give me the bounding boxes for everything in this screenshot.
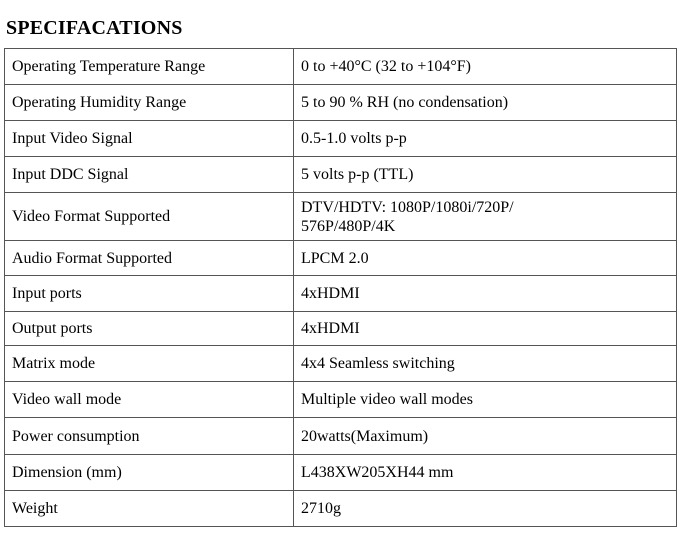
spec-label: Operating Temperature Range [5, 49, 294, 85]
spec-value: L438XW205XH44 mm [294, 455, 677, 491]
spec-label: Input DDC Signal [5, 157, 294, 193]
spec-label: Dimension (mm) [5, 455, 294, 491]
table-row [5, 312, 677, 346]
spec-value: 2710g [294, 491, 677, 527]
table-row [5, 193, 677, 241]
table-row [5, 455, 677, 491]
spec-label: Operating Humidity Range [5, 85, 294, 121]
table-row [5, 157, 677, 193]
page-title: SPECIFACATIONS [6, 17, 183, 39]
table-row [5, 346, 677, 382]
table-row [5, 85, 677, 121]
table-row [5, 418, 677, 455]
spec-value: LPCM 2.0 [294, 241, 677, 276]
table-row [5, 49, 677, 85]
spec-value: 4x4 Seamless switching [294, 346, 677, 382]
table-row [5, 241, 677, 276]
spec-label: Input Video Signal [5, 121, 294, 157]
spec-table [4, 48, 677, 527]
table-row [5, 276, 677, 312]
spec-label: Output ports [5, 312, 294, 346]
spec-label: Input ports [5, 276, 294, 312]
spec-value [294, 193, 677, 241]
spec-label: Power consumption [5, 418, 294, 455]
spec-value: 0 to +40°C (32 to +104°F) [294, 49, 677, 85]
table-row [5, 382, 677, 418]
spec-value: 20watts(Maximum) [294, 418, 677, 455]
table-row [5, 491, 677, 527]
spec-value-line: DTV/HDTV: 1080P/1080i/720P/ [301, 198, 514, 216]
spec-value: 4xHDMI [294, 276, 677, 312]
spec-value: 0.5-1.0 volts p-p [294, 121, 677, 157]
table-row [5, 121, 677, 157]
spec-label: Weight [5, 491, 294, 527]
spec-label: Matrix mode [5, 346, 294, 382]
spec-value: 5 volts p-p (TTL) [294, 157, 677, 193]
spec-value: Multiple video wall modes [294, 382, 677, 418]
spec-value-line: 576P/480P/4K [301, 217, 396, 235]
spec-label: Video wall mode [5, 382, 294, 418]
spec-label: Audio Format Supported [5, 241, 294, 276]
spec-value: 5 to 90 % RH (no condensation) [294, 85, 677, 121]
spec-value: 4xHDMI [294, 312, 677, 346]
spec-label: Video Format Supported [5, 193, 294, 241]
